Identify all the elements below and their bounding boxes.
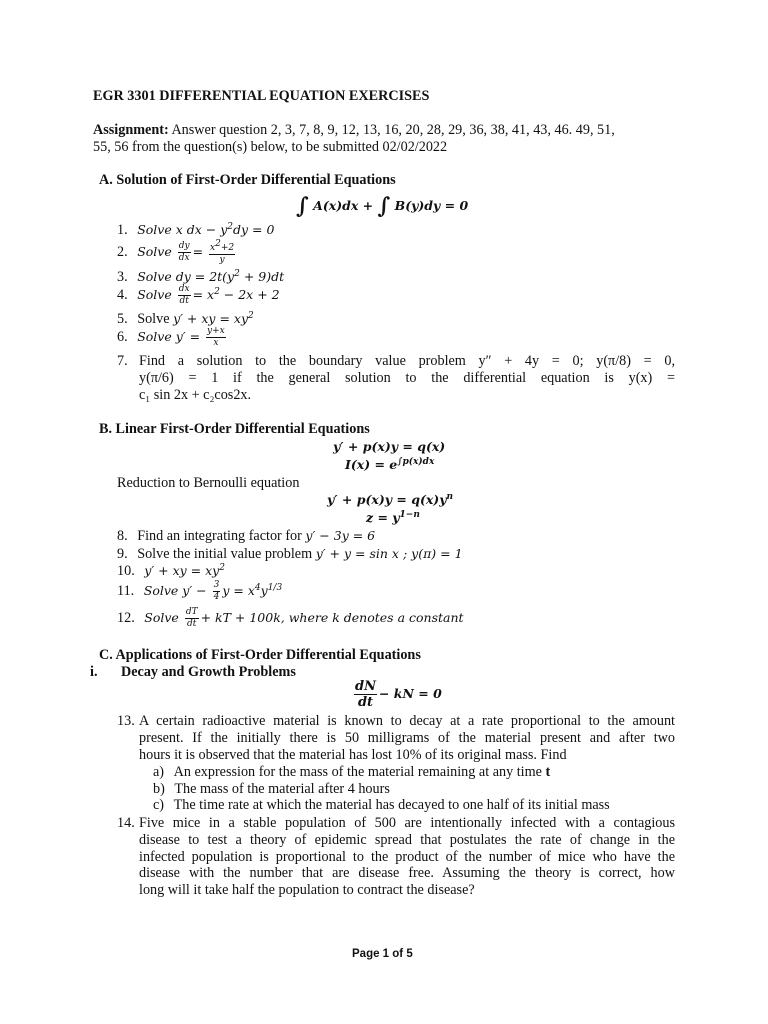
- item-7-line-2: y(π/6) = 1 if the general solution to the differential equation is y(x) =: [139, 370, 675, 386]
- list-item: 1. Solve x dx − $y^2dy = 0$: [117, 222, 275, 239]
- q14-line-2: disease to test a theory of epidemic spread that postulates the rate of change in the: [139, 832, 675, 848]
- list-item: 5. Solve y′ + xy = $xy^2$: [117, 311, 254, 328]
- list-item: 10. y′ + xy = $xy^2$: [117, 563, 225, 580]
- list-item: 4. Solve $\frac{dx}{dt}$ = $x^2 - 2x + 2$: [117, 284, 280, 306]
- assignment-label: Assignment:: [93, 122, 169, 138]
- item-7-line-3: c₁ sin 2x + c₂cos2x.: [139, 387, 252, 403]
- q13-part-b: b) The mass of the material after 4 hours: [153, 781, 390, 797]
- bernoulli-label: Reduction to Bernoulli equation: [117, 475, 300, 491]
- assignment-line-1: [93, 122, 615, 139]
- section-b-formula-3: $y' + p(x)y = q(x)y^n$: [327, 492, 454, 508]
- section-b-formula-4: $z = y^{1-n}$: [366, 510, 420, 526]
- list-item: 2. Solve $\frac{dy}{dx}$ = $\frac{x^2+2}{y}$: [117, 239, 235, 265]
- q14-number: 14.: [117, 815, 135, 831]
- page-number: Page 1 of 5: [352, 948, 413, 960]
- list-item: 7.: [117, 353, 128, 369]
- list-item: 12. Solve $\frac{dT}{dt}$ + kT + 100k, where k denotes a constant: [117, 607, 464, 629]
- assignment-text-1: Answer question 2, 3, 7, 8, 9, 12, 13, 16, 20, 28, 29, 36, 38, 41, 43, 46. 49, 51,: [171, 122, 615, 138]
- q13-part-c: c) The time rate at which the material has decayed to one half of its initial mass: [153, 797, 610, 813]
- list-item: 8. Find an integrating factor for y′ − 3y = 6: [117, 528, 376, 544]
- q13-line-1: A certain radioactive material is known to decay at a rate proportional to the amount: [139, 713, 675, 729]
- section-c-heading: C. Applications of First-Order Differential Equations: [99, 647, 421, 663]
- list-item: 3. Solve dy = $2t(y^2 + 9)dt$: [117, 269, 285, 286]
- q14-line-3: infected population is proportional to the product of the number of mice who have the: [139, 849, 675, 865]
- q13-line-3: hours it is observed that the material has lost 10% of its original mass. Find: [139, 747, 567, 763]
- section-b-heading: B. Linear First-Order Differential Equations: [99, 421, 370, 437]
- q14-line-4: disease with the number that are disease free. Assuming the theory is correct, how: [139, 865, 675, 881]
- list-item: 6. Solve y′ = $\frac{y+x}{x}$: [117, 326, 225, 348]
- section-c-formula: $\frac{dN}{dt}$ − kN = 0: [355, 679, 442, 710]
- document-title: EGR 3301 DIFFERENTIAL EQUATION EXERCISES: [93, 88, 430, 104]
- assignment-line-2: 55, 56 from the question(s) below, to be submitted 02/02/2022: [93, 139, 448, 155]
- section-b-formula-2: $I(x) = e^{\int p(x)dx}$: [345, 457, 435, 473]
- list-item: 9. Solve the initial value problem y′ + y = sin x ; y(π) = 1: [117, 546, 463, 562]
- q14-line-1: Five mice in a stable population of 500 are intentionally infected with a contagious: [139, 815, 675, 831]
- item-7-line-1: Find a solution to the boundary value problem y″ + 4y = 0; y(π/8) = 0,: [139, 353, 675, 369]
- q13-number: 13.: [117, 713, 135, 729]
- q13-part-a: a) An expression for the mass of the material remaining at any time t: [153, 764, 551, 780]
- list-item: 11. Solve y′ − $\frac{3}{4}$ $y = x^4y^{1/3}$: [117, 580, 283, 602]
- section-c-sub-number: i.: [90, 664, 98, 680]
- section-a-heading: A. Solution of First-Order Differential Equations: [99, 172, 396, 188]
- q13-line-2: present. If the initially there is 50 milligrams of the material present and after two: [139, 730, 675, 746]
- section-a-formula: ∫ A(x)dx + ∫ B(y)dy = 0: [296, 193, 469, 219]
- section-b-formula-1: y′ + p(x)y = q(x): [333, 439, 446, 454]
- section-c-sub-heading: Decay and Growth Problems: [121, 664, 296, 680]
- q14-line-5: long will it take half the population to contract the disease?: [139, 882, 475, 898]
